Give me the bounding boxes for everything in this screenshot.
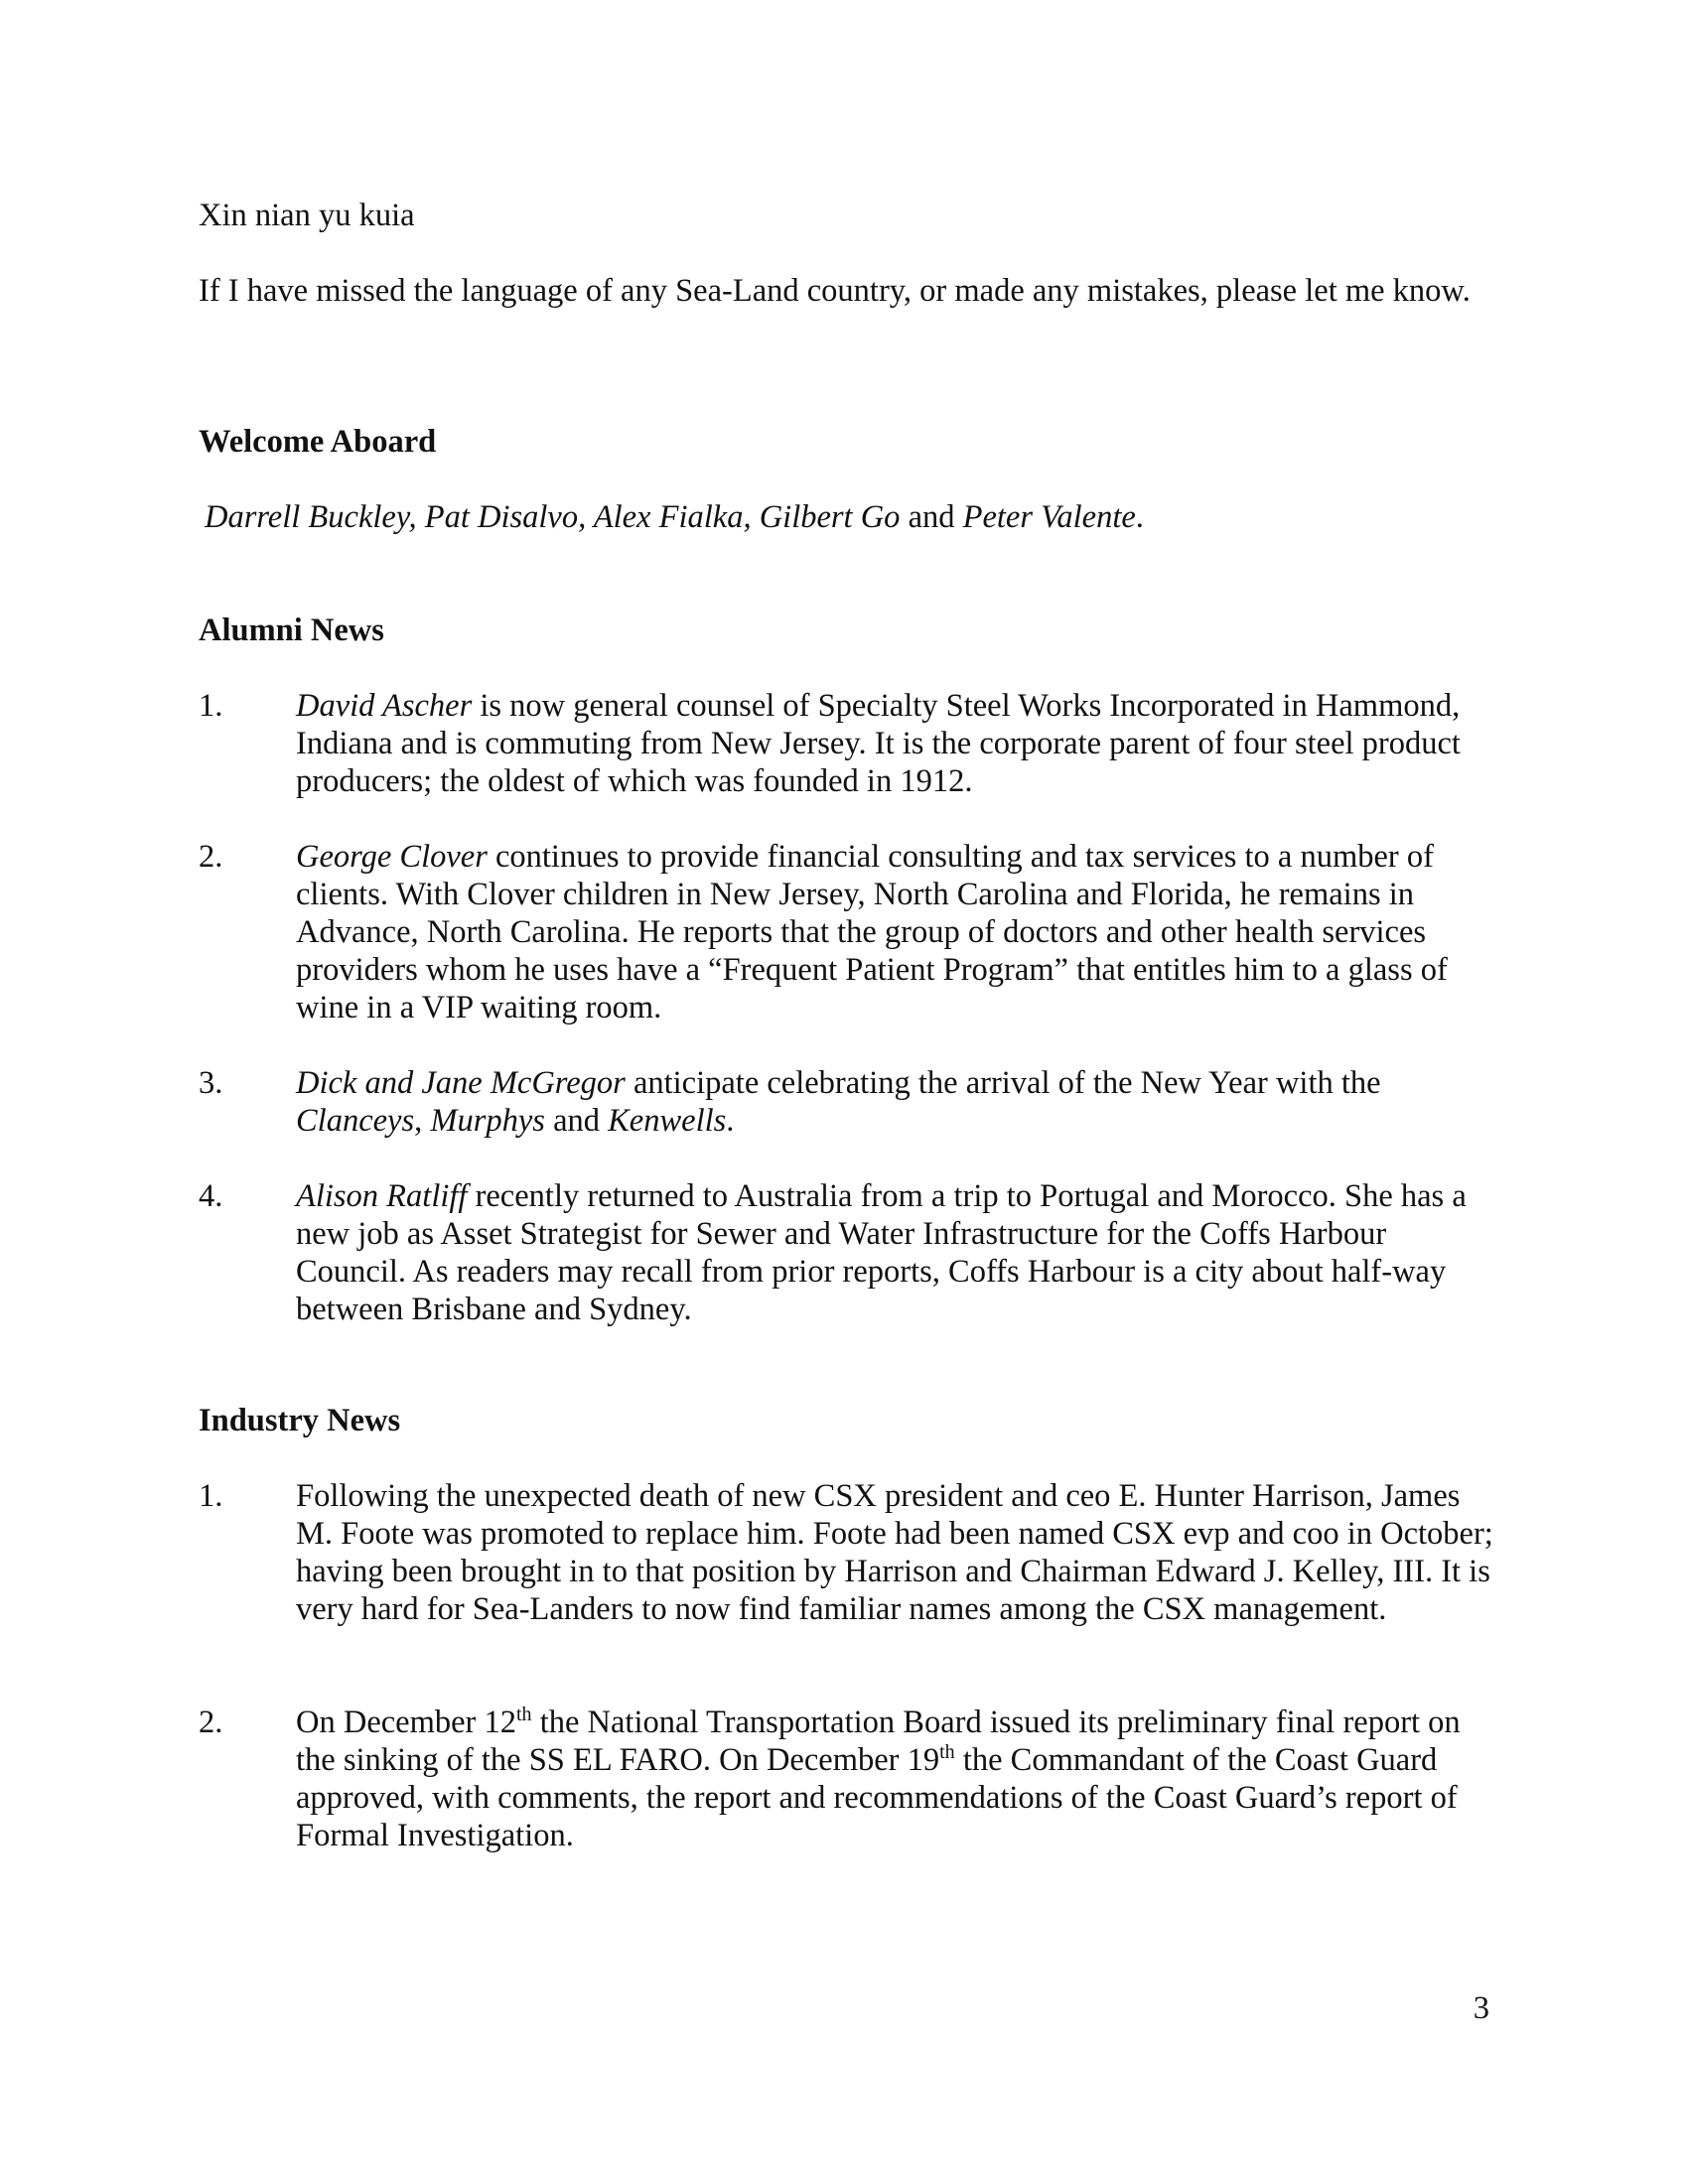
item-text: the Commandant of the Coast Guard approved, with comments, the report and recommendations of the Coast Guard’s report of Formal Investigation. xyxy=(296,1742,1458,1853)
family-name: Kenwells xyxy=(608,1103,727,1139)
member-name: Pat Disalvo xyxy=(424,499,579,535)
industry-item xyxy=(199,1704,1499,1854)
alumni-item xyxy=(199,838,1499,1026)
item-text: the National Transportation Board issued its preliminary final report on the sinking of the SS EL FARO. On December 19 xyxy=(296,1705,1461,1778)
separator: and xyxy=(544,1103,609,1139)
separator: , xyxy=(743,499,760,535)
item-body xyxy=(296,687,1499,800)
alumni-heading: Alumni News xyxy=(199,613,384,648)
item-body: Following the unexpected death of new CSX president and ceo E. Hunter Harrison, James M. Foote was promoted to replace him. Foote had been named CSX evp and coo in October; having been brought in to that position by Harrison and Chairman Edward J. Kelley, III. It is very hard for Sea-Landers to now find familiar names among the CSX management. xyxy=(296,1478,1493,1627)
alumni-name: George Clover xyxy=(296,839,488,875)
separator: . xyxy=(1135,499,1144,535)
industry-heading: Industry News xyxy=(199,1403,401,1438)
item-text: continues to provide financial consulting and tax services to a number of clients. With Clover children in New Jersey, North Carolina and Florida, he remains in Advance, North Carolina. He reports that the group of doctors and other health services providers whom he uses have a “Frequent Patient Program” that entitles him to a glass of wine in a VIP waiting room. xyxy=(296,839,1448,1025)
separator: , xyxy=(578,499,594,535)
page-number: 3 xyxy=(1473,1990,1489,2026)
item-text: On December 12 xyxy=(296,1705,516,1740)
item-text: is now general counsel of Specialty Steel Works Incorporated in Hammond, Indiana and is commuting from New Jersey. It is the corporate parent of four steel product producers; the oldest of which was founded in 1912. xyxy=(296,688,1461,799)
separator: . xyxy=(726,1103,735,1139)
member-name: Peter Valente xyxy=(962,499,1136,535)
alumni-name: Dick and Jane McGregor xyxy=(296,1065,626,1101)
ordinal-suffix: th xyxy=(516,1704,532,1726)
family-name: Clanceys xyxy=(296,1103,415,1139)
alumni-item xyxy=(199,1177,1499,1328)
alumni-item xyxy=(199,687,1499,800)
ordinal-suffix: th xyxy=(939,1741,955,1764)
item-number: 2. xyxy=(199,839,223,875)
member-name: Gilbert Go xyxy=(759,499,901,535)
separator: , xyxy=(414,1103,431,1139)
item-body xyxy=(296,1704,1499,1854)
item-number: 3. xyxy=(199,1065,223,1101)
item-number: 1. xyxy=(199,1478,223,1514)
language-note: If I have missed the language of any Sea-Land country, or made any mistakes, please let me know. xyxy=(199,273,1471,309)
member-name: Alex Fialka xyxy=(593,499,744,535)
welcome-heading: Welcome Aboard xyxy=(199,424,437,460)
member-name: Darrell Buckley xyxy=(205,499,409,535)
welcome-names xyxy=(205,498,1515,536)
item-text: recently returned to Australia from a trip to Portugal and Morocco. She has a new job as Asset Strategist for Sewer and Water Infrastructure for the Coffs Harbour Council. As readers may recall from prior reports, Coffs Harbour is a city about half-way between Brisbane and Sydney. xyxy=(296,1178,1467,1327)
greeting-line: Xin nian yu kuia xyxy=(199,198,415,233)
alumni-name: David Ascher xyxy=(296,688,473,724)
item-number: 2. xyxy=(199,1705,223,1740)
item-body xyxy=(296,1064,1499,1140)
industry-item xyxy=(199,1477,1499,1628)
item-text: anticipate celebrating the arrival of the New Year with the xyxy=(625,1065,1381,1101)
alumni-name: Alison Ratliff xyxy=(296,1178,468,1214)
alumni-item xyxy=(199,1064,1499,1140)
item-body xyxy=(296,1177,1499,1328)
item-number: 1. xyxy=(199,688,223,724)
separator: and xyxy=(900,499,963,535)
separator: , xyxy=(408,499,425,535)
item-body xyxy=(296,838,1499,1026)
item-number: 4. xyxy=(199,1178,223,1214)
family-name: Murphys xyxy=(430,1103,545,1139)
